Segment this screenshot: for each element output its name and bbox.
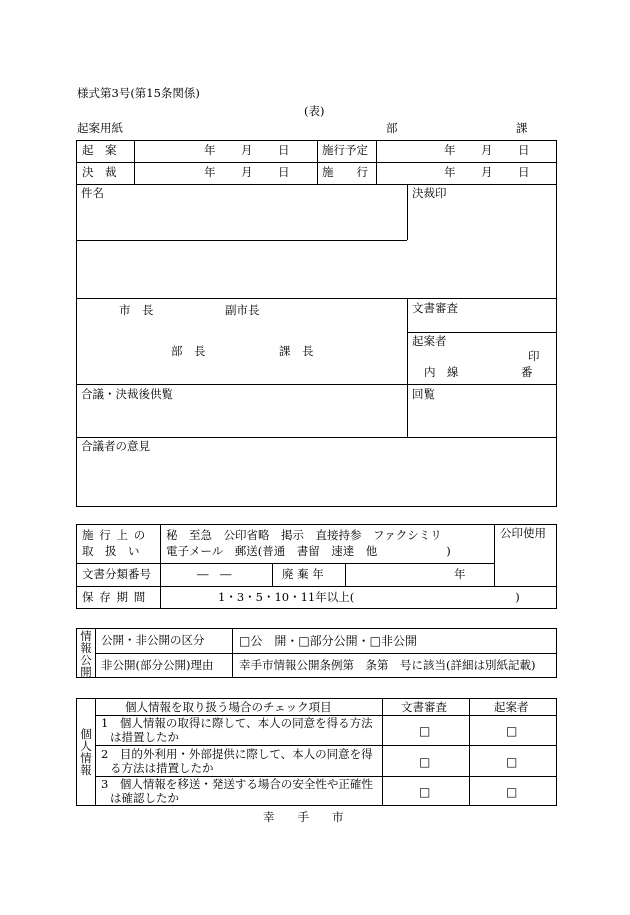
privacy-row-1-kiansha-checkbox[interactable]: □ [506,724,518,738]
in-mark: 印 [528,349,540,363]
riyu-value: 幸手市情報公開条例第 条第 号に該当(詳細は別紙記載) [239,658,536,672]
rule [317,140,318,184]
rule [407,332,557,333]
form-title: 起案用紙 [77,121,123,135]
kairan-label: 回覧 [412,387,435,401]
bunrui-value: ― ― [197,567,232,581]
rule [76,240,407,241]
privacy-row-1-shinsa-checkbox[interactable]: □ [419,724,431,738]
rule [134,140,135,184]
bunsho-shinsa-label: 文書審査 [412,301,458,315]
bunrui-label: 文書分類番号 [82,567,151,581]
kian-label: 起 案 [82,143,117,157]
rule [407,298,408,437]
rule [469,698,470,806]
kian-day: 日 [278,143,290,157]
aigisha-label: 合議者の意見 [81,439,150,453]
rule [76,563,494,564]
privacy-row-3-line2: は確認したか [110,791,179,805]
kenmei-label: 件名 [81,186,104,200]
privacy-row-3-shinsa-checkbox[interactable]: □ [419,785,431,799]
hozon-value: 1・3・5・10・11年以上( ) [218,590,520,604]
handling-options-2: 電子メール 郵送(普通 書留 速達 他 ) [166,544,451,558]
rule [95,628,96,678]
shiko-month: 月 [481,165,493,179]
kessai-month: 月 [241,165,253,179]
rule [76,437,557,438]
aigi-label: 合議・決裁後供覧 [81,387,173,401]
front-mark: (表) [304,104,325,118]
rule [382,698,383,806]
shiko-yotei-day: 日 [518,143,530,157]
rule [494,524,495,586]
kessai-year: 年 [204,165,216,179]
shiko-day: 日 [518,165,530,179]
rule [160,524,161,609]
rule [76,384,557,385]
dept-label: 部 [386,121,398,135]
kian-year: 年 [204,143,216,157]
privacy-row-3-line1: 3 個人情報を移送・発送する場合の安全性や正確性 [101,777,373,791]
rule [76,586,557,587]
shiko-label: 施 行 [322,165,368,179]
bucho-label: 部 長 [171,344,206,358]
form-number: 様式第3号(第15条関係) [77,86,200,100]
hozon-label: 保存期間 [82,590,151,604]
privacy-row-3-kiansha-checkbox[interactable]: □ [506,785,518,799]
city-name: 幸 手 市 [263,810,344,824]
section-label: 課 [516,121,528,135]
naisen-label: 内 線 [424,365,459,379]
shiko-year: 年 [444,165,456,179]
col-items-header: 個人情報を取り扱う場合のチェック項目 [125,700,332,714]
mayor-label: 市 長 [119,303,154,317]
rule [232,628,233,678]
rule [95,745,557,746]
rule [272,563,273,586]
privacy-row-2-kiansha-checkbox[interactable]: □ [506,755,518,769]
rule [407,184,408,240]
rule [95,698,96,806]
privacy-row-2-shinsa-checkbox[interactable]: □ [419,755,431,769]
privacy-row-2-line2: る方法は措置したか [110,761,214,775]
ban-label: 番 [521,365,533,379]
disclosure-side-label: 情報公開 [80,629,92,679]
col-kiansha-header: 起案者 [494,700,529,714]
rule [76,184,557,185]
haiki-label: 廃 棄 年 [282,567,324,581]
kubun-label: 公開・非公開の区分 [101,633,205,647]
shiko-yotei-year: 年 [444,143,456,157]
shiko-atsukai-label-2: 取 扱 い [82,544,140,558]
rule [345,563,346,586]
riyu-label: 非公開(部分公開)理由 [101,658,214,672]
rule [76,298,557,299]
kian-month: 月 [241,143,253,157]
privacy-row-2-line1: 2 目的外利用・外部提供に際して、本人の同意を得 [101,747,373,761]
privacy-side-label: 個人情報 [80,727,92,777]
kubun-value: □公 開・□部分公開・□非公開 [239,634,418,648]
shiko-yotei-label: 施行予定 [322,143,368,157]
kessai-day: 日 [278,165,290,179]
privacy-row-1-line1: 1 個人情報の取得に際して、本人の同意を得る方法 [101,716,373,730]
col-shinsa-header: 文書審査 [401,700,447,714]
privacy-row-1-line2: は措置したか [110,730,179,744]
kessai-label: 決 裁 [82,165,117,179]
koin-shiyo-label: 公印使用 [500,526,546,540]
vice-mayor-label: 副市長 [225,303,260,317]
kiansha-label: 起案者 [412,334,447,348]
handling-options-1: 秘 至急 公印省略 掲示 直接持参 ファクシミリ [166,528,442,542]
kacho-label: 課 長 [279,344,314,358]
rule [376,140,377,184]
shiko-yotei-month: 月 [481,143,493,157]
shiko-atsukai-label-1: 施行上の [82,528,151,542]
haiki-year: 年 [454,567,466,581]
rule [95,653,557,654]
kessai-in-label: 決裁印 [412,186,447,200]
